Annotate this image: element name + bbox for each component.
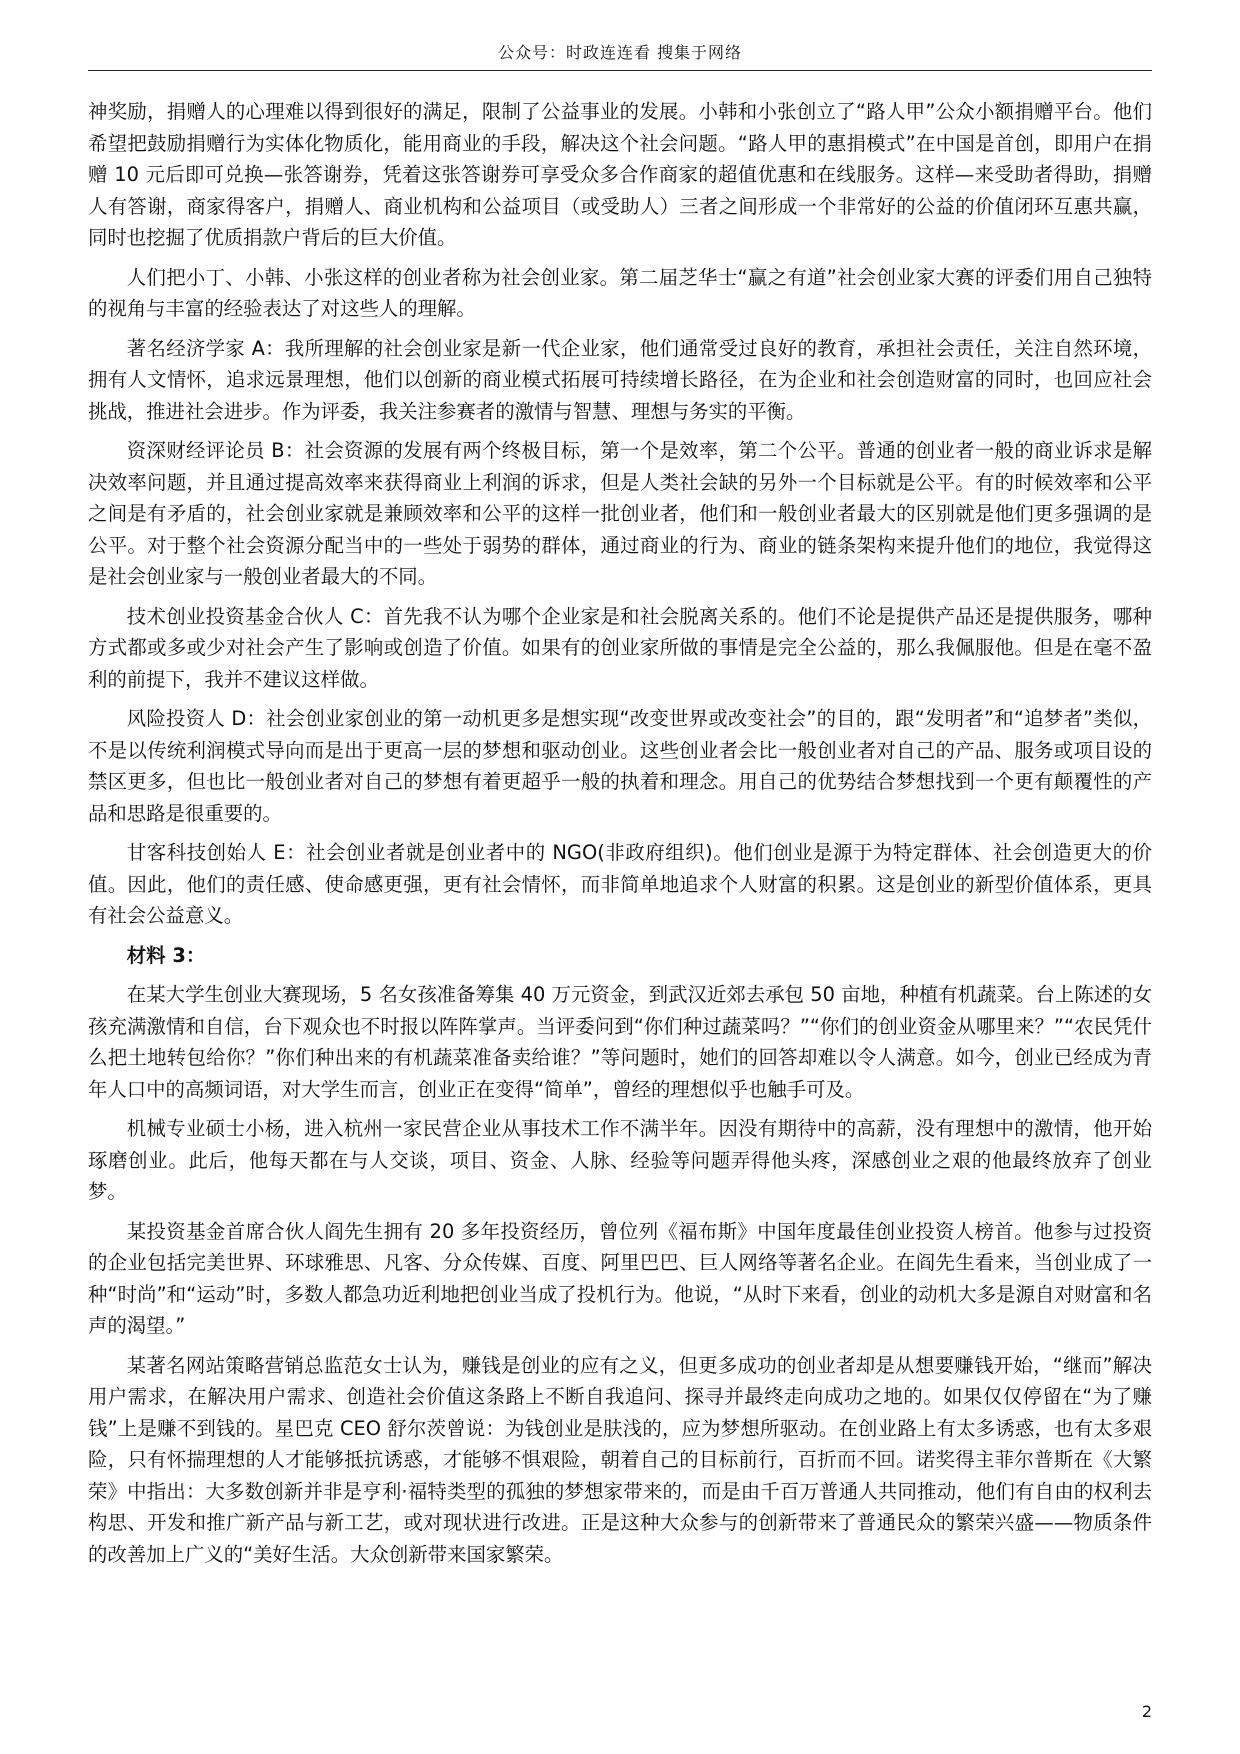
paragraph-5: 技术创业投资基金合伙人 C：首先我不认为哪个企业家是和社会脱离关系的。他们不论是提供产品还是提供服务，哪种方式都或多或少对社会产生了影响或创造了价值。如果有的创业家所做的事情是完全公益的，那么我佩服他。但是在毫不盈利的前提下，我并不建议这样做。	[88, 604, 1152, 691]
paragraph-9: 机械专业硕士小杨，进入杭州一家民营企业从事技术工作不满半年。因没有期待中的高薪，没有理想中的激情，他开始琢磨创业。此后，他每天都在与人交谈，项目、资金、人脉、经验等问题弄得他头疼，深感创业之艰的他最终放弃了创业梦。	[88, 1117, 1152, 1203]
paragraph-8: 在某大学生创业大赛现场，5 名女孩准备筹集 40 万元资金，到武汉近郊去承包 50 亩地，种植有机蔬菜。台上陈述的女孩充满激情和自信，台下观众也不时报以阵阵掌声。当评委问到“你们种过蔬菜吗？”“你们的创业资金从哪里来？”“农民凭什么把土地转包给你？”你们种出来的有机蔬菜准备卖给谁？”等问题时，她们的回答却难以令人满意。如今，创业已经成为青年人口中的高频词语，对大学生而言，创业正在变得“简单”，曾经的理想似乎也触手可及。	[88, 983, 1152, 1101]
paragraph-10: 某投资基金首席合伙人阎先生拥有 20 多年投资经历，曾位列《福布斯》中国年度最佳创业投资人榜首。他参与过投资的企业包括完美世界、环球雅思、凡客、分众传媒、百度、阿里巴巴、巨人网络等著名企业。在阎先生看来，当创业成了一种“时尚”和“运动”时，多数人都急功近利地把创业当成了投机行为。他说，“从时下来看，创业的动机大多是源自对财富和名声的渴望。”	[88, 1219, 1152, 1337]
paragraph-11: 某著名网站策略营销总监范女士认为，赚钱是创业的应有之义，但更多成功的创业者却是从想要赚钱开始，“继而”解决用户需求，在解决用户需求、创造社会价值这条路上不断自我追问、探寻并最终走向成功之地的。如果仅仅停留在“为了赚钱”上是赚不到钱的。星巴克 CEO 舒尔茨曾说：为钱创业是肤浅的，应为梦想所驱动。在创业路上有太多诱惑，也有太多艰险，只有怀揣理想的人才能够抵抗诱惑，才能够不惧艰险，朝着自己的目标前行，百折而不回。诺奖得主菲尔普斯在《大繁荣》中指出：大多数创新并非是亨利·福特类型的孤独的梦想家带来的，而是由千百万普通人共同推动，他们有自由的权利去构思、开发和推广新产品与新工艺，或对现状进行改进。正是这种大众参与的创新带来了普通民众的繁荣兴盛——物质条件的改善加上广义的“美好生活。大众创新带来国家繁荣。	[88, 1353, 1152, 1566]
paragraph-6: 风险投资人 D：社会创业家创业的第一动机更多是想实现“改变世界或改变社会”的目的，跟“发明者”和“追梦者”类似，不是以传统利润模式导向而是出于更高一层的梦想和驱动创业。这些创业者会比一般创业者对自己的产品、服务或项目设的禁区更多，但也比一般创业者对自己的梦想有着更超乎一般的执着和理念。用自己的优势结合梦想找到一个更有颠覆性的产品和思路是很重要的。	[88, 707, 1152, 825]
paragraph-3: 著名经济学家 A：我所理解的社会创业家是新一代企业家，他们通常受过良好的教育，承担社会责任，关注自然环境，拥有人文情怀，追求远景理想，他们以创新的商业模式拓展可持续增长路径，在为企业和社会创造财富的同时，也回应社会挑战，推进社会进步。作为评委，我关注参赛者的激情与智慧、理想与务实的平衡。	[88, 336, 1152, 423]
paragraph-2: 人们把小丁、小韩、小张这样的创业者称为社会创业家。第二届芝华士“赢之有道”社会创业家大赛的评委们用自己独特的视角与丰富的经验表达了对这些人的理解。	[88, 265, 1152, 320]
document-body	[88, 96, 1152, 1578]
paragraph-7: 甘客科技创始人 E：社会创业者就是创业者中的 NGO(非政府组织)。他们创业是源于为特定群体、社会创造更大的价值。因此，他们的责任感、使命感更强，更有社会情怀，而非简单地追求个人财富的积累。这是创业的新型价值体系，更具有社会公益意义。	[88, 841, 1152, 927]
page-number: 2	[1141, 1702, 1152, 1721]
paragraph-4: 资深财经评论员 B：社会资源的发展有两个终极目标，第一个是效率，第二个公平。普通的创业者一般的商业诉求是解决效率问题，并且通过提高效率来获得商业上利润的诉求，但是人类社会缺的另外一个目标就是公平。有的时候效率和公平之间是有矛盾的，社会创业家就是兼顾效率和公平的这样一批创业者，他们和一般创业者最大的区别就是他们更多强调的是公平。对于整个社会资源分配当中的一些处于弱势的群体，通过商业的行为、商业的链条架构来提升他们的地位，我觉得这是社会创业家与一般创业者最大的不同。	[88, 439, 1152, 588]
page-header: 公众号：时政连连看 搜集于网络	[88, 36, 1152, 71]
paragraph-1: 神奖励，捐赠人的心理难以得到很好的满足，限制了公益事业的发展。小韩和小张创立了“路人甲”公众小额捐赠平台。他们希望把鼓励捐赠行为实体化物质化，能用商业的手段，解决这个社会问题。“路人甲的惠捐模式”在中国是首创，即用户在捐赠 10 元后即可兑换—张答谢券，凭着这张答谢券可享受众多合作商家的超值优惠和在线服务。这样—来受助者得助，捐赠人有答谢，商家得客户，捐赠人、商业机构和公益项目（或受助人）三者之间形成一个非常好的公益的价值闭环互惠共赢，同时也挖掘了优质捐款户背后的巨大价值。	[88, 100, 1152, 249]
section-heading-material-3: 材料 3：	[126, 943, 206, 967]
